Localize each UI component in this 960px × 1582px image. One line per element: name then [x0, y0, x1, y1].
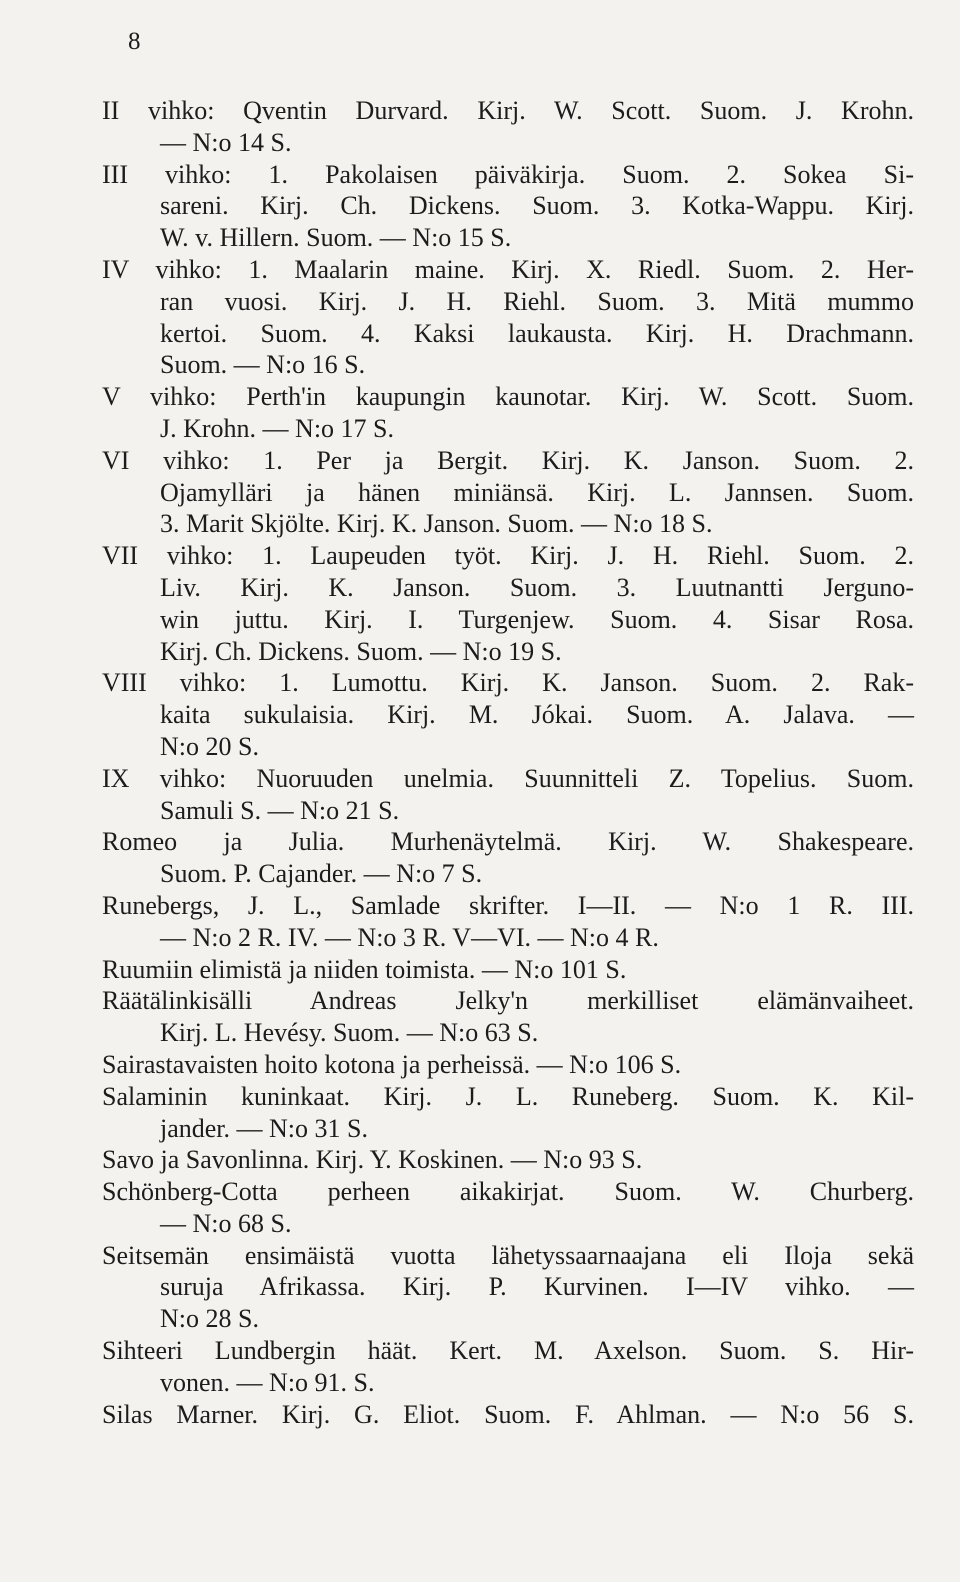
- entry-line: J. Krohn. — N:o 17 S.: [160, 413, 395, 443]
- catalog-entry: [102, 254, 914, 381]
- entry-line: II vihko: Qventin Durvard. Kirj. W. Scott. Suom. J. Krohn.: [102, 96, 914, 125]
- entry-line: Kirj. L. Hevésy. Suom. — N:o 63 S.: [160, 1018, 539, 1048]
- entry-line: kertoi. Suom. 4. Kaksi laukausta. Kirj. H. Drachmann.: [160, 318, 914, 348]
- entry-line: Salaminin kuninkaat. Kirj. J. L. Runeberg. Suom. K. Kil-: [102, 1081, 914, 1111]
- catalog-entry: [102, 985, 914, 1049]
- catalog-entry: [102, 1144, 914, 1176]
- entry-line: kaita sukulaisia. Kirj. M. Jókai. Suom. A. Jalava. —: [160, 700, 914, 730]
- entry-line: 3. Marit Skjölte. Kirj. K. Janson. Suom. — N:o 18 S.: [160, 509, 713, 539]
- catalog-entry: [102, 1335, 914, 1399]
- entry-line: N:o 28 S.: [160, 1304, 259, 1334]
- entry-line: sareni. Kirj. Ch. Dickens. Suom. 3. Kotka-Wappu. Kirj.: [160, 191, 914, 221]
- entry-line: — N:o 14 S.: [160, 127, 292, 157]
- catalog-entry: [102, 1399, 914, 1431]
- catalog-entry: [102, 667, 914, 762]
- entry-line: Seitsemän ensimäistä vuotta lähetyssaarnaajana eli Iloja sekä: [102, 1240, 914, 1270]
- entry-line: — N:o 68 S.: [160, 1208, 292, 1238]
- catalog-entry: [102, 1176, 914, 1240]
- catalog-entry: [102, 95, 914, 159]
- entry-line: vonen. — N:o 91. S.: [160, 1367, 375, 1397]
- entry-line: Ojamylläri ja hänen miniänsä. Kirj. L. Jannsen. Suom.: [160, 477, 914, 507]
- entry-line: Runebergs, J. L., Samlade skrifter. I—II. — N:o 1 R. III.: [102, 890, 914, 920]
- page-number: 8: [128, 28, 141, 55]
- entry-line: Savo ja Savonlinna. Kirj. Y. Koskinen. — N:o 93 S.: [102, 1145, 643, 1175]
- entry-line: Ruumiin elimistä ja niiden toimista. — N:o 101 S.: [102, 954, 627, 984]
- entry-line: Romeo ja Julia. Murhenäytelmä. Kirj. W. Shakespeare.: [102, 827, 914, 857]
- catalog-entry: [102, 445, 914, 540]
- entry-line: III vihko: 1. Pakolaisen päiväkirja. Suom. 2. Sokea Si-: [102, 159, 914, 189]
- entry-line: Schönberg-Cotta perheen aikakirjat. Suom. W. Churberg.: [102, 1177, 914, 1207]
- catalog-entry: [102, 826, 914, 890]
- catalog-entry: [102, 1081, 914, 1145]
- entry-line: VII vihko: 1. Laupeuden työt. Kirj. J. H. Riehl. Suom. 2.: [102, 541, 914, 571]
- entry-line: Sihteeri Lundbergin häät. Kert. M. Axelson. Suom. S. Hir-: [102, 1336, 914, 1366]
- entry-line: Räätälinkisälli Andreas Jelky'n merkilliset elämänvaiheet.: [102, 986, 914, 1016]
- entry-line: jander. — N:o 31 S.: [160, 1113, 368, 1143]
- catalog-entry: [102, 954, 914, 986]
- catalog-entry: [102, 890, 914, 954]
- catalog-entry: [102, 381, 914, 445]
- catalog-entry: [102, 159, 914, 254]
- entry-line: win juttu. Kirj. I. Turgenjew. Suom. 4. Sisar Rosa.: [160, 604, 914, 634]
- entry-line: — N:o 2 R. IV. — N:o 3 R. V—VI. — N:o 4 R.: [160, 922, 659, 952]
- entry-line: Kirj. Ch. Dickens. Suom. — N:o 19 S.: [160, 636, 562, 666]
- catalog-entry: [102, 1049, 914, 1081]
- entry-line: W. v. Hillern. Suom. — N:o 15 S.: [160, 223, 512, 253]
- entry-line: Silas Marner. Kirj. G. Eliot. Suom. F. Ahlman. — N:o 56 S.: [102, 1399, 914, 1429]
- entry-line: suruja Afrikassa. Kirj. P. Kurvinen. I—IV vihko. —: [160, 1272, 914, 1302]
- entry-line: IV vihko: 1. Maalarin maine. Kirj. X. Riedl. Suom. 2. Her-: [102, 254, 914, 284]
- catalog-entry-list: [102, 95, 914, 1430]
- entry-line: VIII vihko: 1. Lumottu. Kirj. K. Janson. Suom. 2. Rak-: [102, 668, 914, 698]
- entry-line: Suom. P. Cajander. — N:o 7 S.: [160, 859, 483, 889]
- catalog-entry: [102, 540, 914, 667]
- entry-line: ran vuosi. Kirj. J. H. Riehl. Suom. 3. Mitä mummo: [160, 286, 914, 316]
- entry-line: Sairastavaisten hoito kotona ja perheissä. — N:o 106 S.: [102, 1049, 682, 1079]
- entry-line: N:o 20 S.: [160, 731, 259, 761]
- catalog-entry: [102, 763, 914, 827]
- entry-line: Samuli S. — N:o 21 S.: [160, 795, 400, 825]
- entry-line: Liv. Kirj. K. Janson. Suom. 3. Luutnantti Jerguno-: [160, 572, 914, 602]
- catalog-entry: [102, 1240, 914, 1335]
- entry-line: IX vihko: Nuoruuden unelmia. Suunnitteli Z. Topelius. Suom.: [102, 763, 914, 793]
- entry-line: VI vihko: 1. Per ja Bergit. Kirj. K. Janson. Suom. 2.: [102, 445, 914, 475]
- entry-line: V vihko: Perth'in kaupungin kaunotar. Kirj. W. Scott. Suom.: [102, 382, 914, 412]
- entry-line: Suom. — N:o 16 S.: [160, 350, 366, 380]
